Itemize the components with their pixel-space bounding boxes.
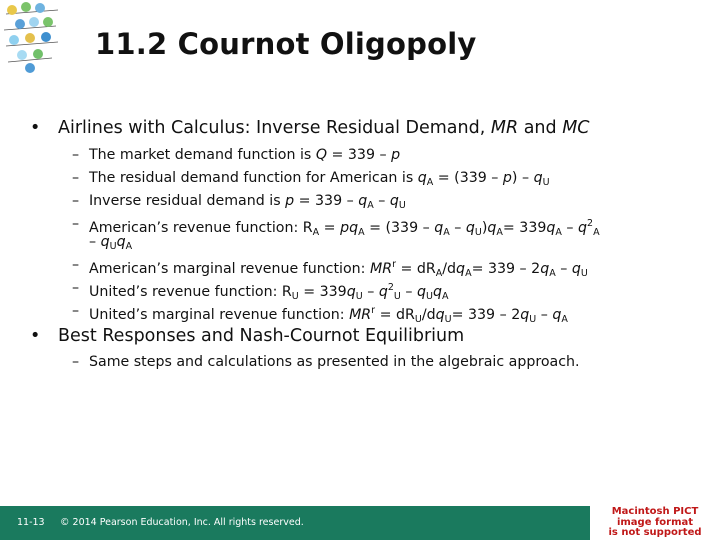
pict-line: Macintosh PICT <box>611 506 699 517</box>
bullet-text: Best Responses and Nash-Cournot Equilibrium <box>58 326 465 346</box>
dash-icon: – <box>72 193 80 209</box>
footer-bar <box>0 506 590 540</box>
sub-bullet-text: Inverse residual demand is $p = 339 - q_A - q_U$ <box>89 193 406 211</box>
pict-line: image format <box>616 516 694 528</box>
sub-bullet-text: United’s marginal revenue function: $MR^r = dR_U/dq_U= 339 - 2q_U - q_A$ <box>89 305 568 325</box>
bullet-text: Airlines with Calculus: Inverse Residual Demand, MR and MC <box>58 118 590 138</box>
bullet-dot-icon: • <box>30 326 41 346</box>
pict-line: is not supported <box>608 527 702 538</box>
dash-icon: – <box>72 216 80 232</box>
slide-number: 11-13 <box>17 517 45 528</box>
slide-logo-graphic <box>0 0 62 78</box>
sub-bullet-text: – $q_Uq_A$ <box>89 234 133 252</box>
dash-icon: – <box>72 354 80 370</box>
sub-bullet-text: The residual demand function for American is $q_A = (339 - p) - q_U$ <box>89 170 550 188</box>
dash-icon: – <box>72 147 80 163</box>
sub-bullet-text: Same steps and calculations as presented in the algebraic approach. <box>89 354 580 370</box>
sub-bullet-text: The market demand function is Q = 339 – p <box>89 147 401 163</box>
sub-bullet-text: American’s revenue function: $R_A = pq_A = (339 - q_A - q_U)q_A= 339q_A - q^2_A$ <box>89 218 600 238</box>
copyright-text: © 2014 Pearson Education, Inc. All rights reserved. <box>60 517 304 528</box>
page-title: 11.2 Cournot Oligopoly <box>95 27 477 61</box>
dash-icon: – <box>72 257 80 273</box>
sub-bullet-text: American’s marginal revenue function: $MR^r = dR_A/dq_A= 339 - 2q_A - q_U$ <box>89 259 588 279</box>
bullet-dot-icon: • <box>30 118 41 138</box>
dash-icon: – <box>72 303 80 319</box>
sub-bullet-text: United’s revenue function: $R_U = 339q_U - q^2_U - q_Uq_A$ <box>89 282 449 302</box>
dash-icon: – <box>72 280 80 296</box>
dash-icon: – <box>72 170 80 186</box>
pict-unsupported-notice <box>590 506 720 540</box>
